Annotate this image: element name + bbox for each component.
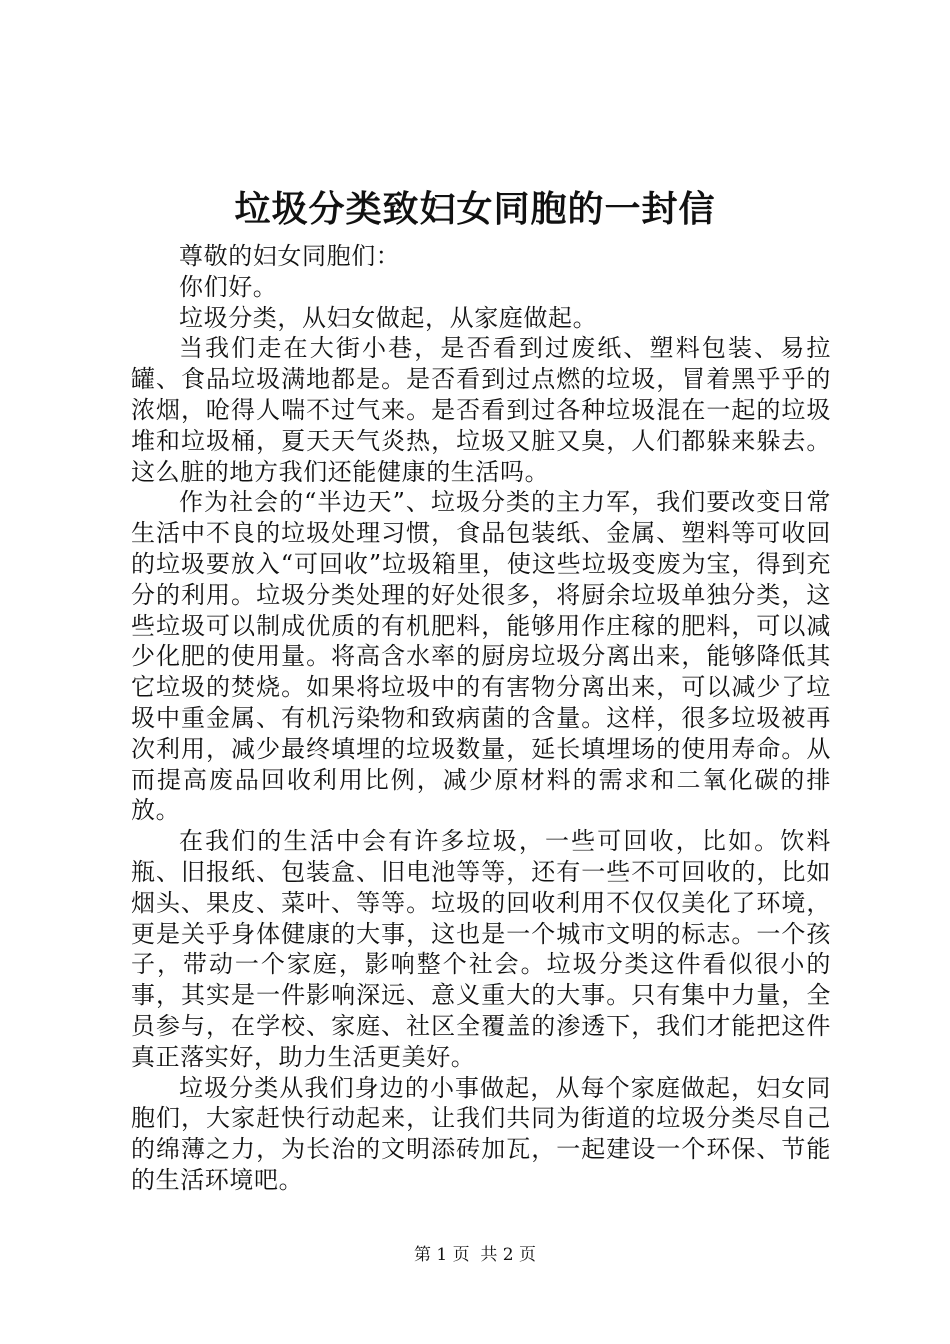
body-paragraph: 当我们走在大街小巷，是否看到过废纸、塑料包装、易拉罐、食品垃圾满地都是。是否看到过点燃的垃圾，冒着黑乎乎的浓烟，呛得人喘不过气来。是否看到过各种垃圾混在一起的垃圾堆和垃圾桶，夏天天气炎热，垃圾又脏又臭，人们都躲来躲去。这么脏的地方我们还能健康的生活吗。 xyxy=(131,334,831,486)
salutation: 尊敬的妇女同胞们： xyxy=(179,242,401,270)
page-number: 第 1 页 共 2 页 xyxy=(413,1245,537,1265)
body-paragraph: 在我们的生活中会有许多垃圾，一些可回收，比如。饮料瓶、旧报纸、包装盒、旧电池等等，还有一些不可回收的，比如烟头、果皮、菜叶、等等。垃圾的回收利用不仅仅美化了环境，更是关乎身体健康的大事，这也是一个城市文明的标志。一个孩子，带动一个家庭，影响整个社会。垃圾分类这件看似很小的事，其实是一件影响深远、意义重大的大事。只有集中力量，全员参与，在学校、家庭、社区全覆盖的渗透下，我们才能把这件真正落实好，助力生活更美好。 xyxy=(131,827,831,1071)
page-footer xyxy=(0,1244,950,1266)
body-paragraph: 垃圾分类从我们身边的小事做起，从每个家庭做起，妇女同胞们，大家赶快行动起来，让我们共同为街道的垃圾分类尽自己的绵薄之力，为长治的文明添砖加瓦，一起建设一个环保、节能的生活环境吧。 xyxy=(131,1073,831,1194)
document-body xyxy=(131,241,831,1196)
slogan-paragraph: 垃圾分类，从妇女做起，从家庭做起。 xyxy=(179,303,598,332)
document-title: 垃圾分类致妇女同胞的一封信 xyxy=(234,188,716,230)
greeting: 你们好。 xyxy=(179,272,278,301)
body-paragraph: 作为社会的“半边天”、垃圾分类的主力军，我们要改变日常生活中不良的垃圾处理习惯，食品包装纸、金属、塑料等可收回的垃圾要放入“可回收”垃圾箱里，使这些垃圾变废为宝，得到充分的利用。垃圾分类处理的好处很多，将厨余垃圾单独分类，这些垃圾可以制成优质的有机肥料，能够用作庄稼的肥料，可以减少化肥的使用量。将高含水率的厨房垃圾分离出来，能够降低其它垃圾的焚烧。如果将垃圾中的有害物分离出来，可以减少了垃圾中重金属、有机污染物和致病菌的含量。这样，很多垃圾被再次利用，减少最终填埋的垃圾数量，延长填埋场的使用寿命。从而提高废品回收利用比例，减少原材料的需求和二氧化碳的排放。 xyxy=(131,488,831,825)
